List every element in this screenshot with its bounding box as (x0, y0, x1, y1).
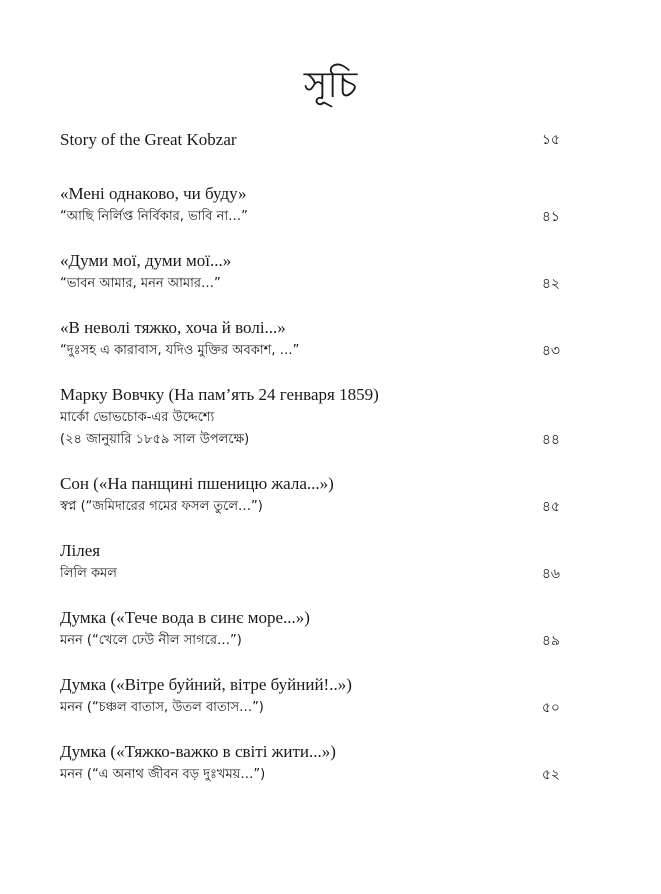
entry-translation: মনন (“খেলে ঢেউ নীল সাগরে…”) (60, 633, 242, 648)
entry-title: Сон («На панщині пшеницю жала...») (60, 474, 334, 493)
entry-title: Думка («Тече вода в синє море...») (60, 608, 310, 627)
page-number: ৪৯ (541, 633, 560, 649)
page-title: সূচি (303, 65, 358, 106)
entry-title: «Мені однаково, чи буду» (60, 184, 247, 203)
toc-entry[interactable] (60, 383, 560, 451)
entry-title: Марку Вовчку (На пам’ять 24 генваря 1859) (60, 385, 379, 404)
page-number: ১৫ (541, 132, 560, 148)
entry-translation: মার্কো ভোভচোক-এর উদ্দেশ্যে (60, 410, 215, 425)
page-number: ৪৫ (541, 499, 560, 515)
toc-entry[interactable] (60, 128, 560, 152)
toc-entry[interactable] (60, 740, 560, 786)
page-number: ৪১ (541, 209, 560, 225)
toc-entry[interactable] (60, 316, 560, 362)
entry-title: «Думи мої, думи мої...» (60, 251, 232, 270)
entry-translation: মনন (“এ অনাথ জীবন বড় দুঃখময়…”) (60, 767, 266, 782)
entry-title: Лілея (60, 541, 101, 560)
page-number: ৫০ (541, 700, 560, 716)
entry-translation: (২৪ জানুয়ারি ১৮৫৯ সাল উপলক্ষে) (60, 432, 250, 447)
toc-entry[interactable] (60, 673, 560, 719)
entry-title: Story of the Great Kobzar (60, 130, 237, 149)
toc-entry[interactable] (60, 472, 560, 518)
entry-translation: “দুঃসহ এ কারাবাস, যদিও মুক্তির অবকাশ, …” (60, 343, 300, 358)
toc-entry[interactable] (60, 606, 560, 652)
entry-translation: “ভাবন আমার, মনন আমার…” (60, 276, 221, 291)
toc-entry[interactable] (60, 182, 560, 228)
entry-translation: মনন (“চঞ্চল বাতাস, উতল বাতাস…”) (60, 700, 264, 715)
page-number: ৪৪ (541, 432, 560, 448)
toc-entry[interactable] (60, 249, 560, 295)
entry-translation: “আছি নির্লিপ্ত নির্বিকার, ভাবি না…” (60, 209, 248, 224)
entry-translation: স্বপ্ন (“জমিদারের গমের ফসল তুলে…”) (60, 499, 263, 514)
entry-title: Думка («Тяжко-важко в світі жити...») (60, 742, 336, 761)
page-number: ৪৬ (541, 566, 560, 582)
page-number: ৪৩ (541, 343, 560, 359)
page-number: ৪২ (541, 276, 560, 292)
entry-title: Думка («Вітре буйний, вітре буйний!..») (60, 675, 352, 694)
entry-translation: লিলি কমল (60, 566, 117, 581)
page-number: ৫২ (541, 767, 560, 783)
toc-entry[interactable] (60, 539, 560, 585)
entry-title: «В неволі тяжко, хоча й волі...» (60, 318, 286, 337)
